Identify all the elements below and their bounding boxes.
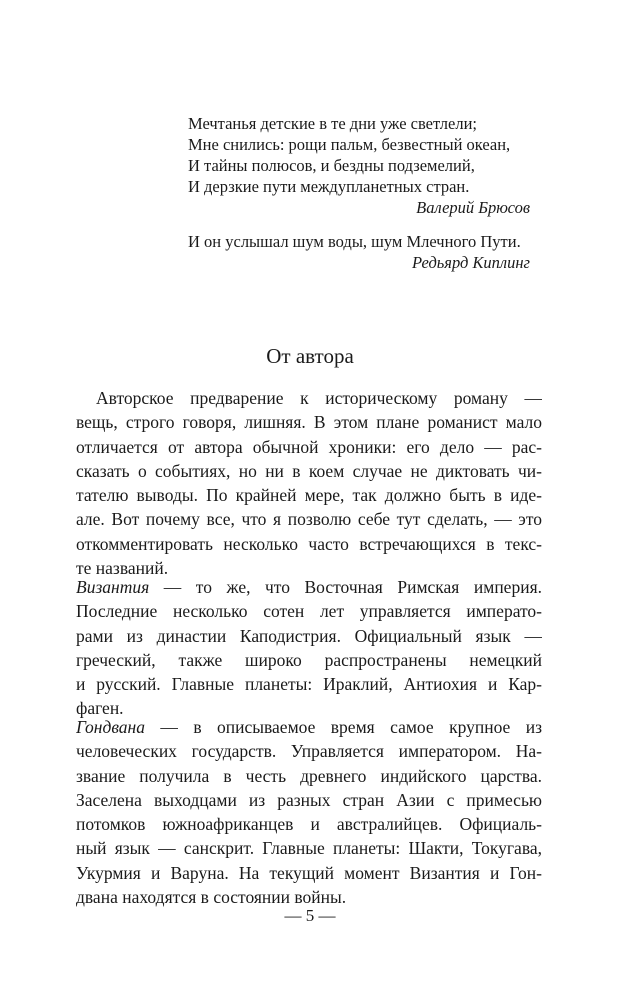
text-line: Последние несколько сотен лет управляется императо- — [76, 601, 542, 622]
text-line: Авторское предварение к историческому роману — — [96, 388, 542, 408]
text-line: и русский. Главные планеты: Ираклий, Антиохия и Кар- — [76, 674, 542, 695]
term-byzantium: Византия — [76, 577, 150, 597]
text-line: рами из династии Каподистрия. Официальный язык — — [76, 625, 542, 646]
text-line: вещь, строго говоря, лишняя. В этом плане романист мало — [76, 412, 542, 433]
text-line: тателю выводы. По крайней мере, так должно быть в иде- — [76, 485, 542, 506]
epigraph-line: Мне снились: рощи пальм, безвестный океан, — [188, 135, 511, 154]
epigraph-bryusov — [188, 113, 540, 218]
epigraph-kipling — [188, 231, 540, 273]
paragraph-author-note — [76, 386, 542, 580]
epigraph-author: Валерий Брюсов — [416, 198, 530, 217]
paragraph-byzantium — [76, 575, 542, 721]
text-line — [76, 575, 542, 599]
page-number: — 5 — — [284, 906, 336, 925]
paragraph-gondwana — [76, 715, 542, 909]
epigraph-line: Мечтанья детские в те дни уже светлели; — [188, 114, 477, 133]
text-line: ный язык — санскрит. Главные планеты: Шакти, Токугава, — [76, 838, 542, 859]
text-line: откомментировать несколько часто встречающихся в текс- — [76, 533, 542, 554]
definition-start: — то же, что Восточная Римская империя. — [149, 577, 542, 597]
text-line: але. Вот почему все, что я позволю себе тут сделать, — это — [76, 509, 542, 530]
text-line: Укурмия и Варуна. На текущий момент Византия и Гон- — [76, 862, 542, 883]
text-line: отличается от автора обычной хроники: его дело — рас- — [76, 436, 542, 457]
text-line — [76, 715, 542, 739]
text-line: фаген. — [76, 698, 124, 719]
epigraph-author: Редьярд Киплинг — [412, 253, 530, 272]
epigraph-line: И дерзкие пути междупланетных стран. — [188, 177, 470, 196]
text-line: Заселена выходцами из разных стран Азии с примесью — [76, 789, 542, 810]
text-line: потомков южноафриканцев и австралийцев. Официаль- — [76, 814, 542, 835]
text-line: человеческих государств. Управляется императором. На- — [76, 741, 542, 762]
text-line: сказать о событиях, но ни в коем случае не диктовать чи- — [76, 460, 542, 481]
text-line: греческий, также широко распространены немецкий — [76, 649, 542, 670]
epigraph-line: И он услышал шум воды, шум Млечного Пути. — [188, 232, 521, 251]
chapter-title: От автора — [266, 344, 354, 368]
term-gondwana: Гондвана — [76, 717, 145, 737]
text-line: звание получила в честь древнего индийского царства. — [76, 765, 542, 786]
text-line: те названий. — [76, 558, 169, 579]
epigraph-line: И тайны полюсов, и бездны подземелий, — [188, 156, 475, 175]
text-line: двана находятся в состоянии войны. — [76, 887, 347, 908]
definition-start: — в описываемое время самое крупное из — [145, 717, 542, 737]
